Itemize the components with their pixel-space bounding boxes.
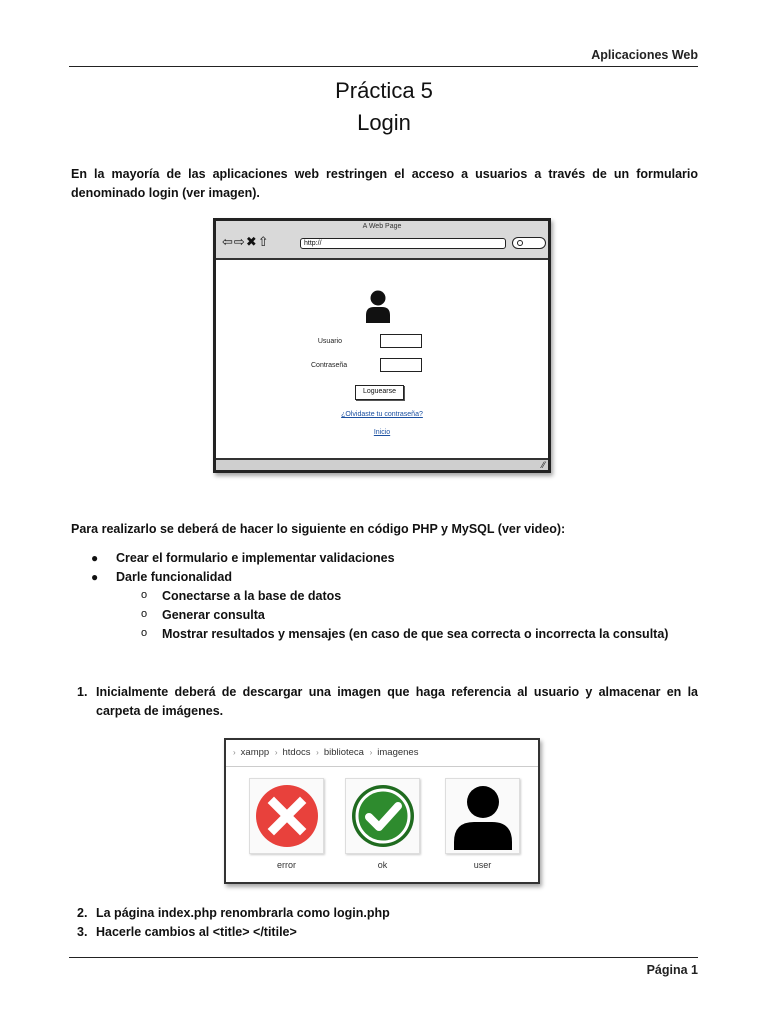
step-number: 1. bbox=[77, 685, 88, 699]
search-icon bbox=[517, 240, 523, 246]
circle-bullet-icon: o bbox=[141, 608, 148, 620]
sub-list-item: o Conectarse a la base de datos bbox=[71, 587, 698, 606]
bullet-icon: ● bbox=[91, 551, 99, 565]
folder-breadcrumb: › xampp › htdocs › biblioteca › imagenes bbox=[226, 740, 538, 767]
mockup-password-input bbox=[380, 358, 422, 372]
sub-list-item: o Mostrar resultados y mensajes (en caso de que sea correcta o incorrecta la consulta) bbox=[71, 625, 698, 644]
mockup-user-label: Usuario bbox=[317, 338, 342, 345]
file-thumbnail-user bbox=[445, 778, 520, 854]
file-name-user: user bbox=[473, 860, 492, 870]
back-arrow-icon: ⇦ bbox=[222, 234, 234, 249]
circle-bullet-icon: o bbox=[141, 627, 148, 639]
check-icon bbox=[350, 782, 416, 850]
header-text: Aplicaciones Web bbox=[591, 48, 698, 62]
page-title: Práctica 5 bbox=[335, 78, 433, 103]
mockup-home-link: Inicio bbox=[373, 429, 391, 436]
file-name-error: error bbox=[276, 860, 296, 870]
step-1 bbox=[71, 683, 698, 721]
list-item: ● Crear el formulario e implementar validaciones bbox=[71, 549, 698, 568]
mockup-window-title: A Web Page bbox=[362, 223, 402, 230]
circle-bullet-icon: o bbox=[141, 589, 148, 601]
chevron-right-icon: › bbox=[316, 748, 319, 757]
user-icon bbox=[364, 289, 392, 323]
step-number: 2. bbox=[77, 906, 88, 920]
folder-screenshot-figure bbox=[224, 738, 540, 884]
mockup-password-label: Contraseña bbox=[311, 362, 348, 369]
user-icon bbox=[450, 782, 516, 850]
step-text: La página index.php renombrarla como login.php bbox=[96, 906, 390, 920]
sub-list-item: o Generar consulta bbox=[71, 606, 698, 625]
mockup-browser-toolbar bbox=[216, 221, 548, 260]
bullet-icon: ● bbox=[91, 570, 99, 584]
error-icon bbox=[254, 782, 320, 850]
footer-rule bbox=[69, 957, 698, 958]
header-rule bbox=[69, 66, 698, 67]
list-item: ● Darle funcionalidad bbox=[71, 568, 698, 587]
mockup-login-button: Loguearse bbox=[355, 385, 404, 400]
file-thumbnail-error bbox=[249, 778, 324, 854]
home-icon: ⇧ bbox=[257, 234, 270, 249]
mockup-status-bar bbox=[216, 458, 548, 470]
resize-grip-icon: ⁄⁄ bbox=[541, 460, 545, 470]
login-mockup-figure bbox=[213, 218, 551, 473]
mockup-url-bar: http:// bbox=[300, 238, 506, 249]
step-3 bbox=[71, 923, 698, 942]
mockup-user-input bbox=[380, 334, 422, 348]
mockup-forgot-link: ¿Olvidaste tu contraseña? bbox=[341, 411, 423, 418]
task-list bbox=[71, 549, 698, 644]
file-name-ok: ok bbox=[377, 860, 388, 870]
step-number: 3. bbox=[77, 925, 88, 939]
mockup-nav-icons bbox=[222, 235, 270, 249]
chevron-right-icon: › bbox=[369, 748, 373, 757]
file-thumbnail-ok bbox=[345, 778, 420, 854]
chevron-right-icon: › bbox=[274, 748, 278, 757]
instructions-paragraph: Para realizarlo se deberá de hacer lo siguiente en código PHP y MySQL (ver video): bbox=[71, 522, 566, 536]
chevron-right-icon: › bbox=[233, 748, 236, 757]
close-icon: ✖ bbox=[245, 234, 258, 249]
page-subtitle: Login bbox=[357, 110, 411, 135]
step-2 bbox=[71, 904, 698, 923]
mockup-search-box bbox=[512, 237, 546, 249]
step-text: Inicialmente deberá de descargar una imagen que haga referencia al usuario y almacenar en la carpeta de imágenes. bbox=[96, 685, 698, 718]
intro-paragraph: En la mayoría de las aplicaciones web restringen el acceso a usuarios a través de un formulario denominado login (ver imagen). bbox=[71, 167, 698, 200]
page-number: Página 1 bbox=[646, 963, 698, 977]
step-text: Hacerle cambios al <title> </titile> bbox=[96, 925, 297, 939]
forward-arrow-icon: ⇨ bbox=[233, 234, 246, 249]
